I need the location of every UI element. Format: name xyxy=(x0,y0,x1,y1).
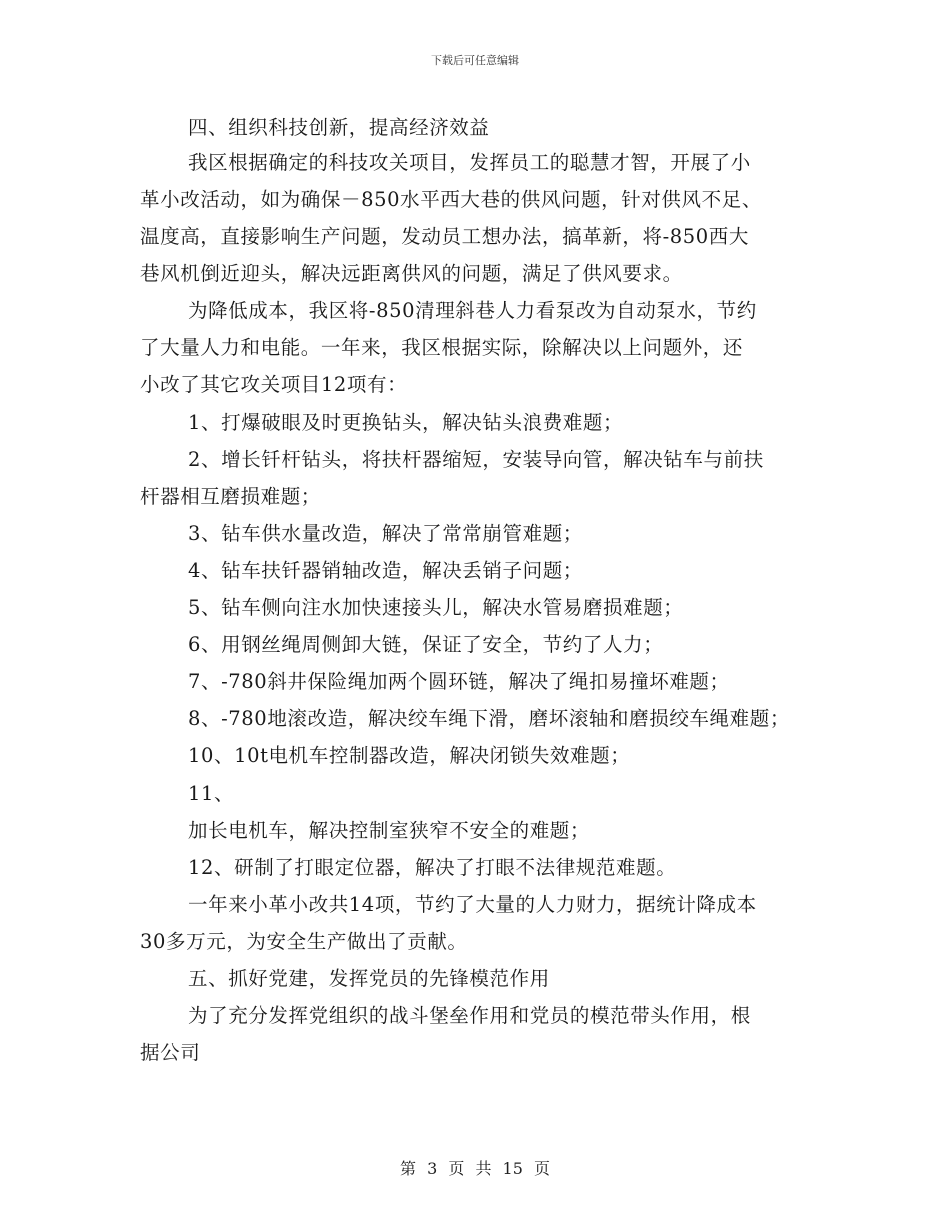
list-item: 7、-780斜井保险绳加两个圆环链，解决了绳扣易撞坏难题； xyxy=(188,670,730,693)
section-heading: 五、抓好党建，发挥党员的先锋模范作用 xyxy=(188,967,550,990)
list-item: 1、打爆破眼及时更换钻头，解决钻头浪费难题； xyxy=(188,411,624,434)
list-item: 4、钻车扶钎器销轴改造，解决丢销子问题； xyxy=(188,559,583,582)
list-item: 3、钻车供水量改造，解决了常常崩管难题； xyxy=(188,522,583,545)
paragraph-line: 30多万元，为安全生产做出了贡献。 xyxy=(140,930,468,953)
paragraph-line: 革小改活动，如为确保－850水平西大巷的供风问题，针对供风不足、 xyxy=(140,188,762,211)
list-item-continuation: 杆器相互磨损难题； xyxy=(140,485,321,508)
paragraph-line: 据公司 xyxy=(140,1041,201,1064)
list-item: 11、 xyxy=(188,782,235,805)
list-item: 12、研制了打眼定位器，解决了打眼不法律规范难题。 xyxy=(188,856,677,879)
list-item: 8、-780地滚改造，解决绞车绳下滑，磨坏滚轴和磨损绞车绳难题； xyxy=(188,707,790,730)
paragraph-line: 温度高，直接影响生产问题，发动员工想办法，搞革新，将-850西大 xyxy=(140,225,750,248)
list-item: 2、增长钎杆钻头，将扶杆器缩短，安装导向管，解决钻车与前扶 xyxy=(188,448,764,471)
paragraph-line: 了大量人力和电能。一年来，我区根据实际，除解决以上问题外，还 xyxy=(140,336,744,359)
paragraph-line: 我区根据确定的科技攻关项目，发挥员工的聪慧才智，开展了小 xyxy=(188,151,751,174)
section-heading: 四、组织科技创新，提高经济效益 xyxy=(188,116,490,139)
list-item: 5、钻车侧向注水加快速接头儿，解决水管易磨损难题； xyxy=(188,596,684,619)
paragraph-line: 巷风机倒近迎头，解决远距离供风的问题，满足了供风要求。 xyxy=(140,262,683,285)
paragraph-line: 为了充分发挥党组织的战斗堡垒作用和党员的模范带头作用，根 xyxy=(188,1004,751,1027)
page-number-footer: 第 3 页 共 15 页 xyxy=(400,1159,550,1178)
page-header-note: 下载后可任意编辑 xyxy=(431,54,519,67)
paragraph-line: 一年来小革小改共14项，节约了大量的人力财力，据统计降成本 xyxy=(188,893,757,916)
list-item-continuation: 加长电机车，解决控制室狭窄不安全的难题； xyxy=(188,819,591,842)
list-item: 6、用钢丝绳周侧卸大链，保证了安全，节约了人力； xyxy=(188,633,664,656)
list-item: 10、10t电机车控制器改造，解决闭锁失效难题； xyxy=(188,744,631,767)
paragraph-line: 为降低成本，我区将-850清理斜巷人力看泵改为自动泵水，节约 xyxy=(188,299,757,322)
paragraph-line: 小改了其它攻关项目12项有： xyxy=(140,373,408,396)
